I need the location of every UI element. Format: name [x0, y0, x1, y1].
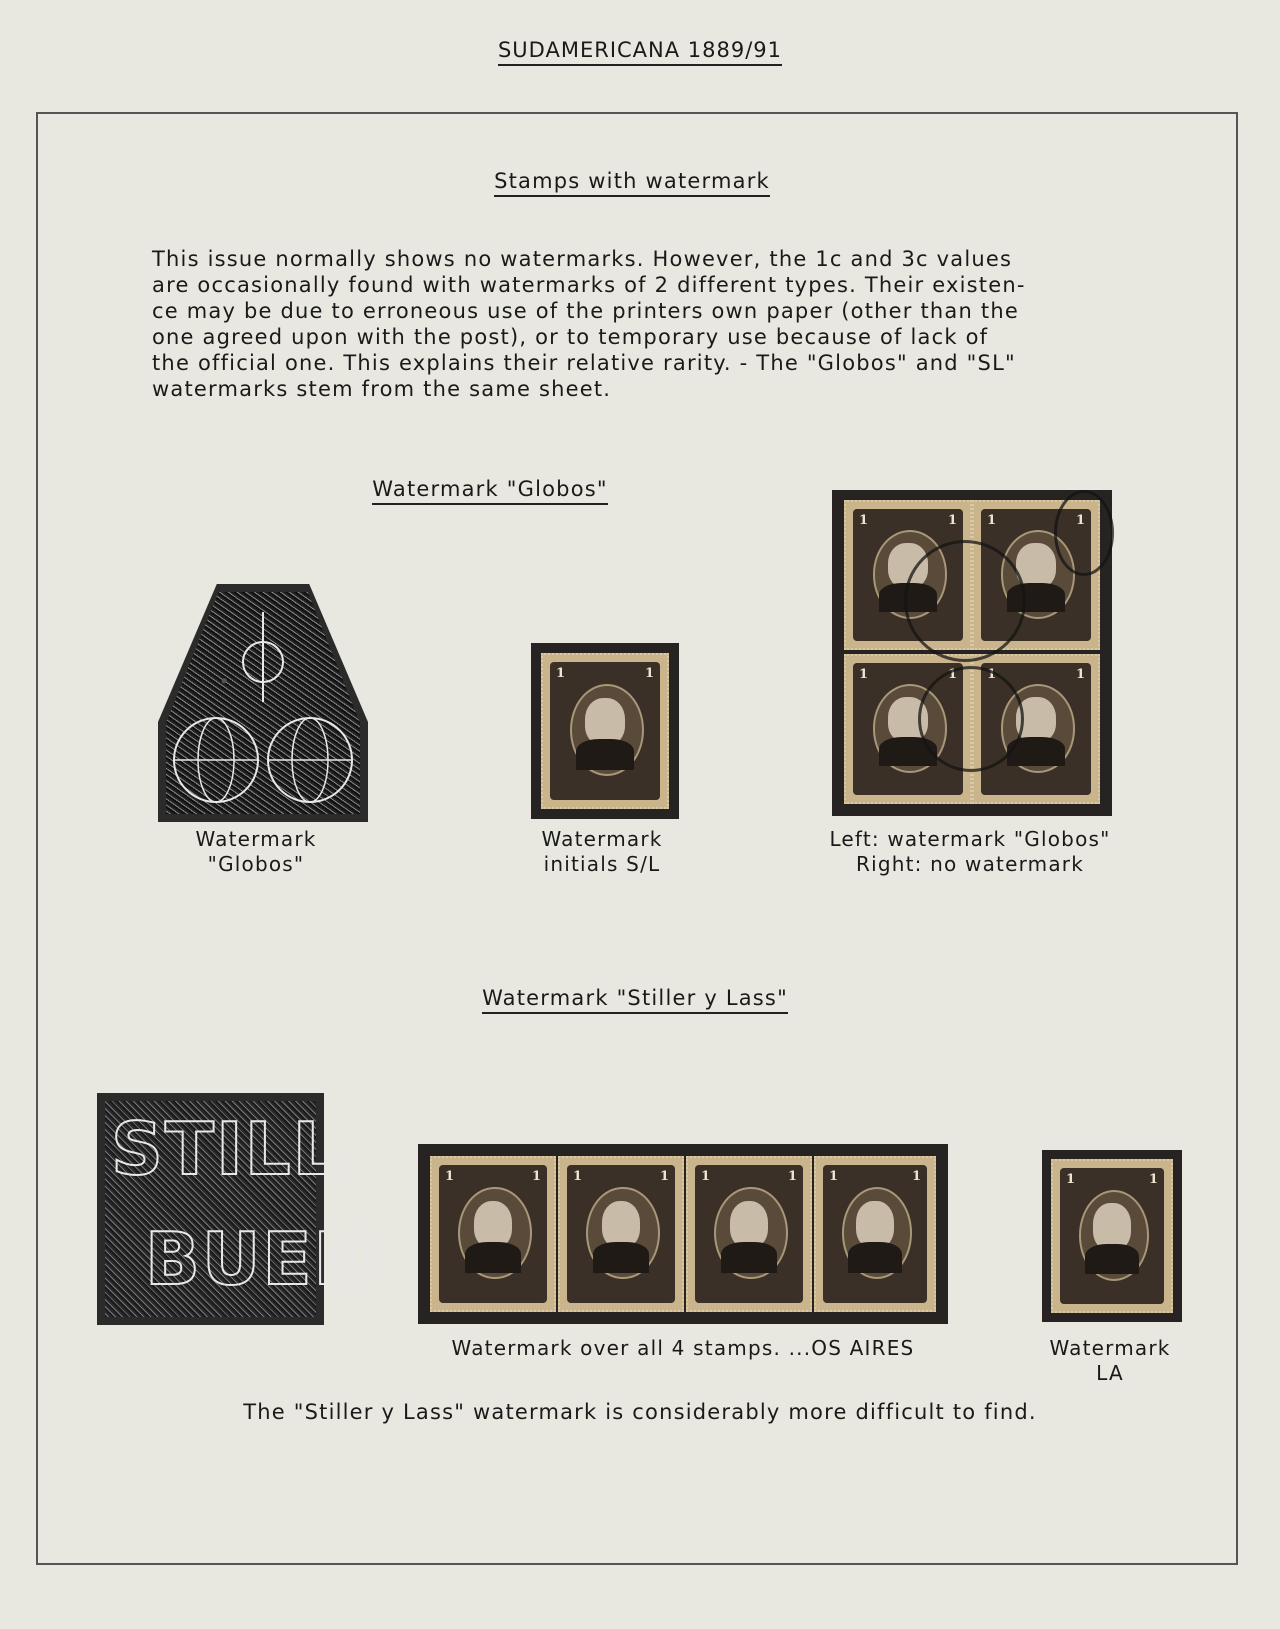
postmark [904, 540, 1026, 662]
globos-heading: Watermark "Globos" [300, 477, 680, 501]
stamp: 1 1 [1051, 1159, 1173, 1313]
stamp: 1 1 [430, 1156, 556, 1312]
caption-globos-watermark: Watermark "Globos" [195, 827, 317, 876]
block-of-four-stamps [832, 490, 1112, 816]
caption-strip: Watermark over all 4 stamps. ...OS AIRES [451, 1336, 915, 1360]
stamp: 1 1 [972, 654, 1100, 804]
watermark-text: STILL [111, 1107, 341, 1191]
intro-line: the official one. This explains their relative rarity. - The "Globos" and "SL" [152, 351, 1016, 375]
intro-line: one agreed upon with the post), or to temporary use because of lack of [152, 325, 989, 349]
caption-single-la: Watermark LA [1049, 1336, 1171, 1385]
stiller-watermark-image [97, 1093, 376, 1325]
stamp: 1 1 [844, 654, 972, 804]
page-title: SUDAMERICANA 1889/91 [0, 38, 1280, 62]
single-stamp-sl [531, 643, 679, 819]
caption-block: Left: watermark "Globos" Right: no watermark [829, 827, 1111, 876]
intro-line: ce may be due to erroneous use of the printers own paper (other than the [152, 299, 1019, 323]
stamp: 1 1 [972, 500, 1100, 650]
postmark [1054, 490, 1114, 576]
strip-of-four-stamps [418, 1144, 948, 1324]
stamp: 1 1 [558, 1156, 684, 1312]
postmark [918, 666, 1024, 772]
watermark-text: BUEN [145, 1217, 376, 1301]
intro-paragraph [152, 246, 1152, 402]
intro-line: This issue normally shows no watermarks. However, the 1c and 3c values [152, 247, 1013, 271]
stamp: 1 1 [686, 1156, 812, 1312]
stiller-heading: Watermark "Stiller y Lass" [420, 986, 850, 1010]
section-heading: Stamps with watermark [0, 169, 1264, 193]
stamp: 1 1 [541, 653, 669, 809]
single-stamp-la [1042, 1150, 1182, 1322]
intro-line: are occasionally found with watermarks of 2 different types. Their existen- [152, 273, 1026, 297]
stamp: 1 1 [814, 1156, 936, 1312]
closing-note: The "Stiller y Lass" watermark is considerably more difficult to find. [243, 1400, 1037, 1424]
stamp: 1 1 [844, 500, 972, 650]
intro-line: watermarks stem from the same sheet. [152, 377, 612, 401]
caption-single-sl: Watermark initials S/L [541, 827, 663, 876]
